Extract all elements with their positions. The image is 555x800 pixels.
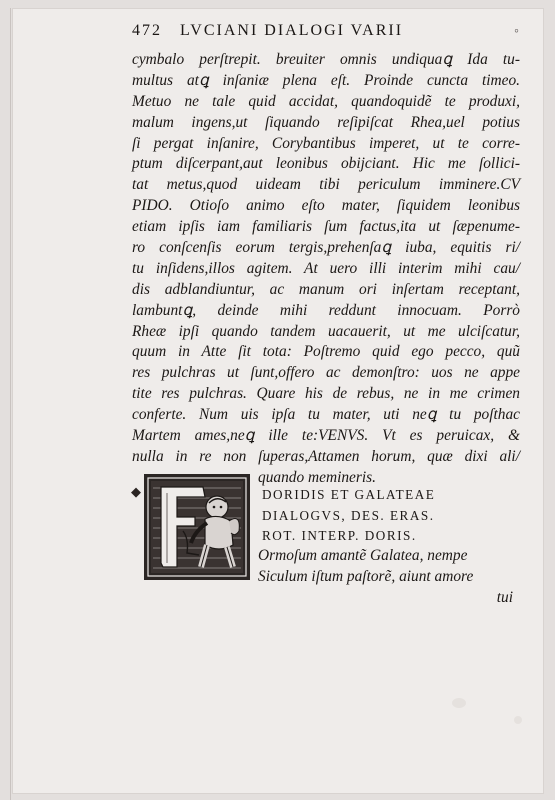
main-text-block bbox=[132, 50, 520, 489]
text-line: malum ingens,ut ſiquando reſipiſcat Rhea,uel potius bbox=[132, 113, 520, 131]
text-line: dis adblandiuntur, ac manum ori inſertam receptant, bbox=[132, 280, 520, 298]
paragraph-mark-icon: ◆ bbox=[131, 484, 141, 499]
text-line: ro conſcenſis eorum tergis,prehenſaꝗ iuba, equitis ri/ bbox=[132, 239, 520, 257]
text-line: nulla in re non ſuperas,Attamen horum, quæ dixi ali/ bbox=[132, 447, 520, 465]
text-line: Metuo ne tale quid accidat, quandoquidẽ te produxi, bbox=[132, 92, 520, 110]
text-line: cymbalo perſtrepit. breuiter omnis undiquaꝗ Ida tu- bbox=[132, 51, 520, 68]
text-line: quando memineris. bbox=[258, 468, 376, 486]
text-line: multus atꝗ inſaniæ plena eſt. Proinde cuncta timeo. bbox=[132, 71, 520, 89]
text-line: tat metus,quod uideam tibi periculum imminere.CV bbox=[132, 176, 520, 194]
dialogue-heading-line: DORIDIS ET GALATEAE bbox=[262, 487, 436, 502]
page-number: 472 bbox=[132, 22, 162, 39]
text-line: Martem ames,neꝗ ille te:VENVS. Vt es peruicax, & bbox=[132, 427, 520, 445]
text-line: tite res pulchras. Quare his de rebus, ne in me crimen bbox=[132, 385, 520, 403]
dialogue-text-block bbox=[258, 546, 513, 609]
text-line: PIDO. Otioſo animo eſto mater, ſiquidem leonibus bbox=[132, 197, 520, 215]
text-line: conferte. Num uis ipſa tu mater, uti neꝗ tu poſthac bbox=[132, 406, 520, 424]
running-title: LVCIANI DIALOGI VARII bbox=[180, 22, 404, 39]
text-line: ptum diſcerpant,aut leonibus obijciant. Hic me ſollici- bbox=[132, 155, 520, 173]
margin-mark: ◦ bbox=[514, 24, 519, 39]
text-line: lambuntꝗ, deinde mihi reddunt innocuam. Porrò bbox=[132, 301, 520, 319]
dialogue-heading-line: DIALOGVS, DES. ERAS. bbox=[262, 507, 435, 523]
text-line: res pulchras ut ſunt,offero ac demonſtro: uos ne appe bbox=[132, 364, 520, 382]
catchword: tui bbox=[496, 588, 513, 606]
woodcut-initial-with-cherub-icon bbox=[143, 473, 251, 581]
text-line: Rheæ ipſi quando tandem uacauerit, ut me ulciſcatur, bbox=[132, 322, 520, 340]
paper-spot bbox=[452, 698, 466, 708]
text-line: ſi pergat inſanire, Corybantibus imperet, ut te corre- bbox=[132, 134, 520, 152]
text-line: tu inſidens,illos agitem. At uero illi interim mihi cau/ bbox=[132, 259, 520, 277]
dialogue-heading-line: ROT. INTERP. DORIS. bbox=[262, 528, 417, 543]
paper-spot bbox=[514, 716, 522, 724]
text-line: Siculum iſtum paſtorẽ, aiunt amore bbox=[258, 567, 474, 585]
text-line: quum in Atte ſit tota: Poſtremo quid ego pecco, quũ bbox=[132, 343, 520, 361]
text-line: Ormoſum amantẽ Galatea, nempe bbox=[258, 547, 468, 564]
running-head bbox=[132, 22, 512, 44]
text-line: etiam ipſis iam familiaris ſum factus,ita ut ſæpenume- bbox=[132, 218, 520, 236]
dialogue-heading bbox=[262, 485, 522, 547]
